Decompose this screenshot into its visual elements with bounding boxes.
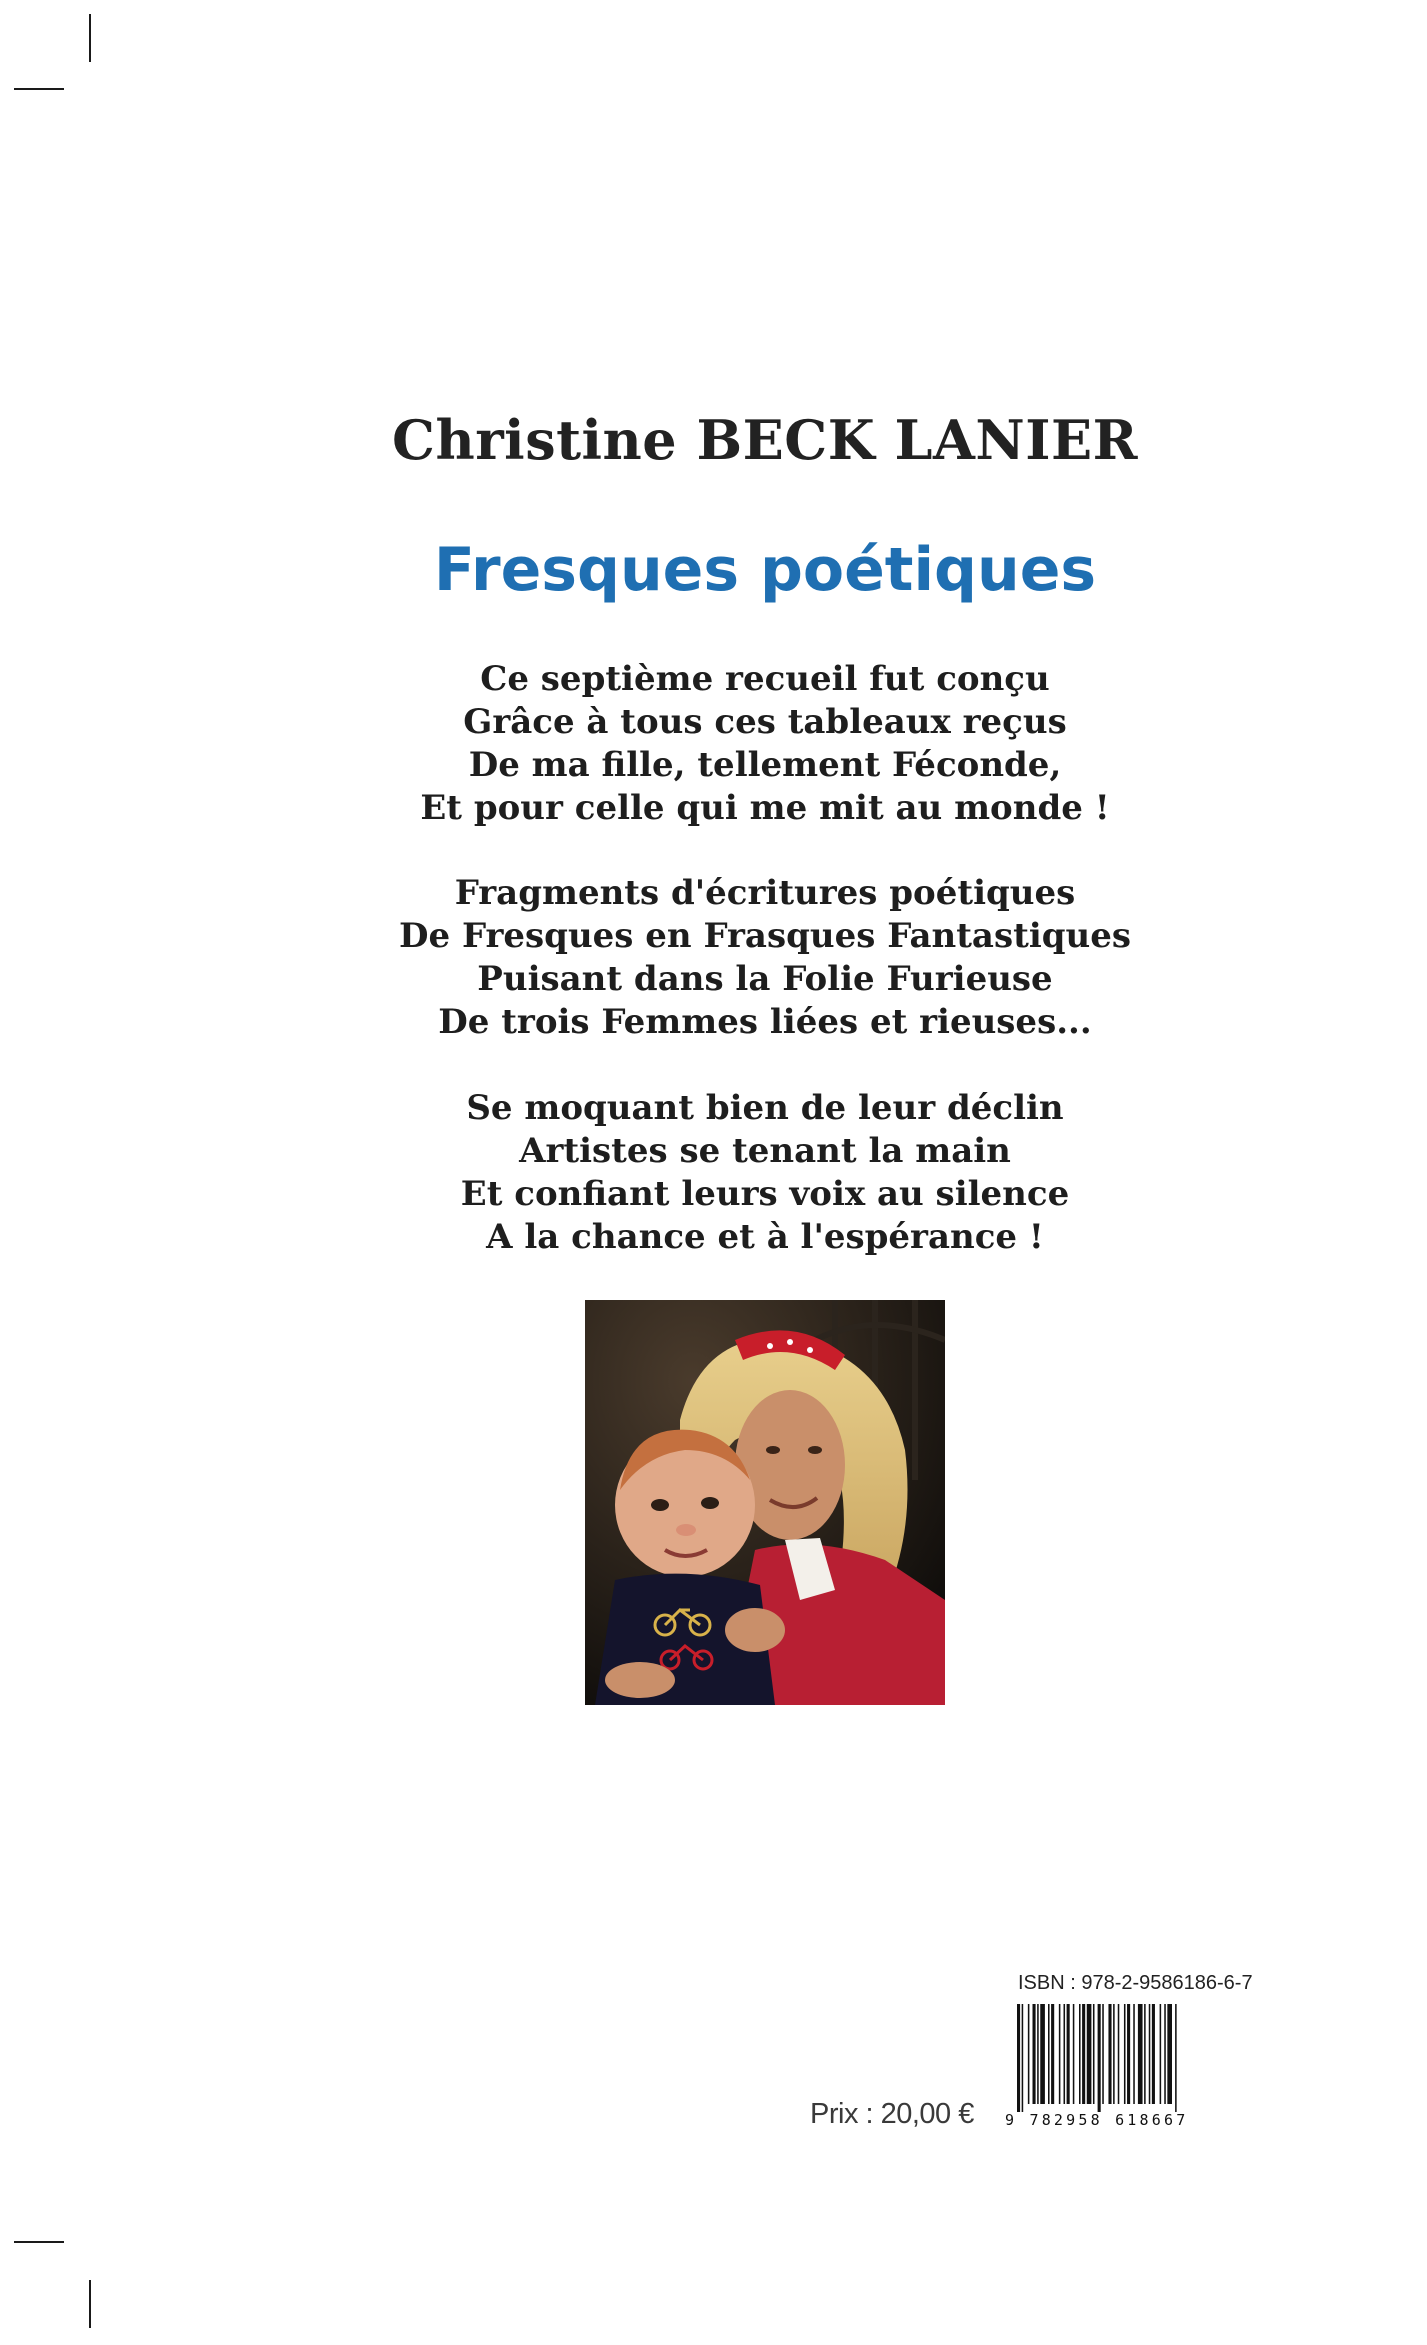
poem-line: De ma fille, tellement Féconde, <box>468 745 1062 785</box>
barcode-bar <box>1017 2004 1020 2112</box>
barcode-bar <box>1051 2004 1054 2104</box>
barcode-bar <box>1164 2004 1166 2104</box>
poem-line: Grâce à tous ces tableaux reçus <box>463 702 1067 742</box>
barcode-bar <box>1118 2004 1120 2104</box>
isbn-label: ISBN : 978-2-9586186-6-7 <box>1018 1972 1253 1994</box>
crop-mark-bottom-vertical <box>89 2280 91 2328</box>
barcode-bar <box>1167 2004 1172 2104</box>
barcode-bar <box>1033 2004 1036 2104</box>
barcode-bar <box>1113 2004 1115 2104</box>
barcode-bar <box>1102 2004 1104 2104</box>
barcode-bar <box>1087 2004 1092 2104</box>
poem-line: Et pour celle qui me mit au monde ! <box>420 788 1110 828</box>
barcode <box>1005 2004 1255 2129</box>
barcode-bar <box>1175 2004 1177 2112</box>
photo-illustration <box>585 1300 945 1705</box>
barcode-bar <box>1037 2004 1039 2104</box>
barcode-bar <box>1048 2004 1050 2104</box>
poem-stanza-1 <box>0 658 1427 830</box>
barcode-bar <box>1064 2004 1066 2104</box>
barcode-bar <box>1059 2004 1061 2104</box>
barcode-bar <box>1093 2004 1095 2104</box>
barcode-bar <box>1152 2004 1155 2104</box>
barcode-bar <box>1067 2004 1070 2104</box>
author-name: Christine BECK LANIER <box>391 408 1138 472</box>
poem-line: A la chance et à l'espérance ! <box>486 1217 1044 1257</box>
poem-line: Fragments d'écritures poétiques <box>454 873 1076 913</box>
poem-line: Puisant dans la Folie Furieuse <box>477 959 1053 999</box>
barcode-bar <box>1133 2004 1135 2104</box>
barcode-bar <box>1149 2004 1151 2104</box>
barcode-bar <box>1127 2004 1130 2104</box>
barcode-bar <box>1022 2004 1024 2112</box>
crop-mark-top-horizontal <box>14 88 64 90</box>
barcode-bar <box>1098 2004 1101 2112</box>
crop-mark-top-vertical <box>89 14 91 62</box>
author-photo <box>585 1300 945 1705</box>
poem-line: Et confiant leurs voix au silence <box>460 1174 1070 1214</box>
barcode-bar <box>1073 2004 1075 2104</box>
poem-line: De trois Femmes liées et rieuses... <box>438 1002 1092 1042</box>
barcode-bar <box>1138 2004 1143 2104</box>
poem-stanza-3 <box>0 1087 1427 1259</box>
poem-line: Ce septième recueil fut conçu <box>480 659 1050 699</box>
crop-mark-bottom-horizontal <box>14 2241 64 2243</box>
poem-line: De Fresques en Frasques Fantastiques <box>399 916 1131 956</box>
barcode-bar <box>1108 2004 1111 2104</box>
price-label: Prix : 20,00 € <box>810 2098 974 2130</box>
poem-stanza-2 <box>0 872 1427 1044</box>
poem-line: Artistes se tenant la main <box>519 1131 1011 1171</box>
poem-line: Se moquant bien de leur déclin <box>466 1088 1064 1128</box>
barcode-bar <box>1028 2004 1030 2104</box>
book-title: Fresques poétiques <box>433 535 1097 605</box>
barcode-digits: 9 782958 618667 <box>1005 2111 1189 2129</box>
barcode-bar <box>1124 2004 1126 2104</box>
barcode-bar <box>1079 2004 1081 2104</box>
barcode-bar <box>1082 2004 1085 2104</box>
barcode-bar <box>1144 2004 1146 2104</box>
barcode-bar <box>1160 2004 1162 2104</box>
barcode-bar <box>1040 2004 1045 2104</box>
